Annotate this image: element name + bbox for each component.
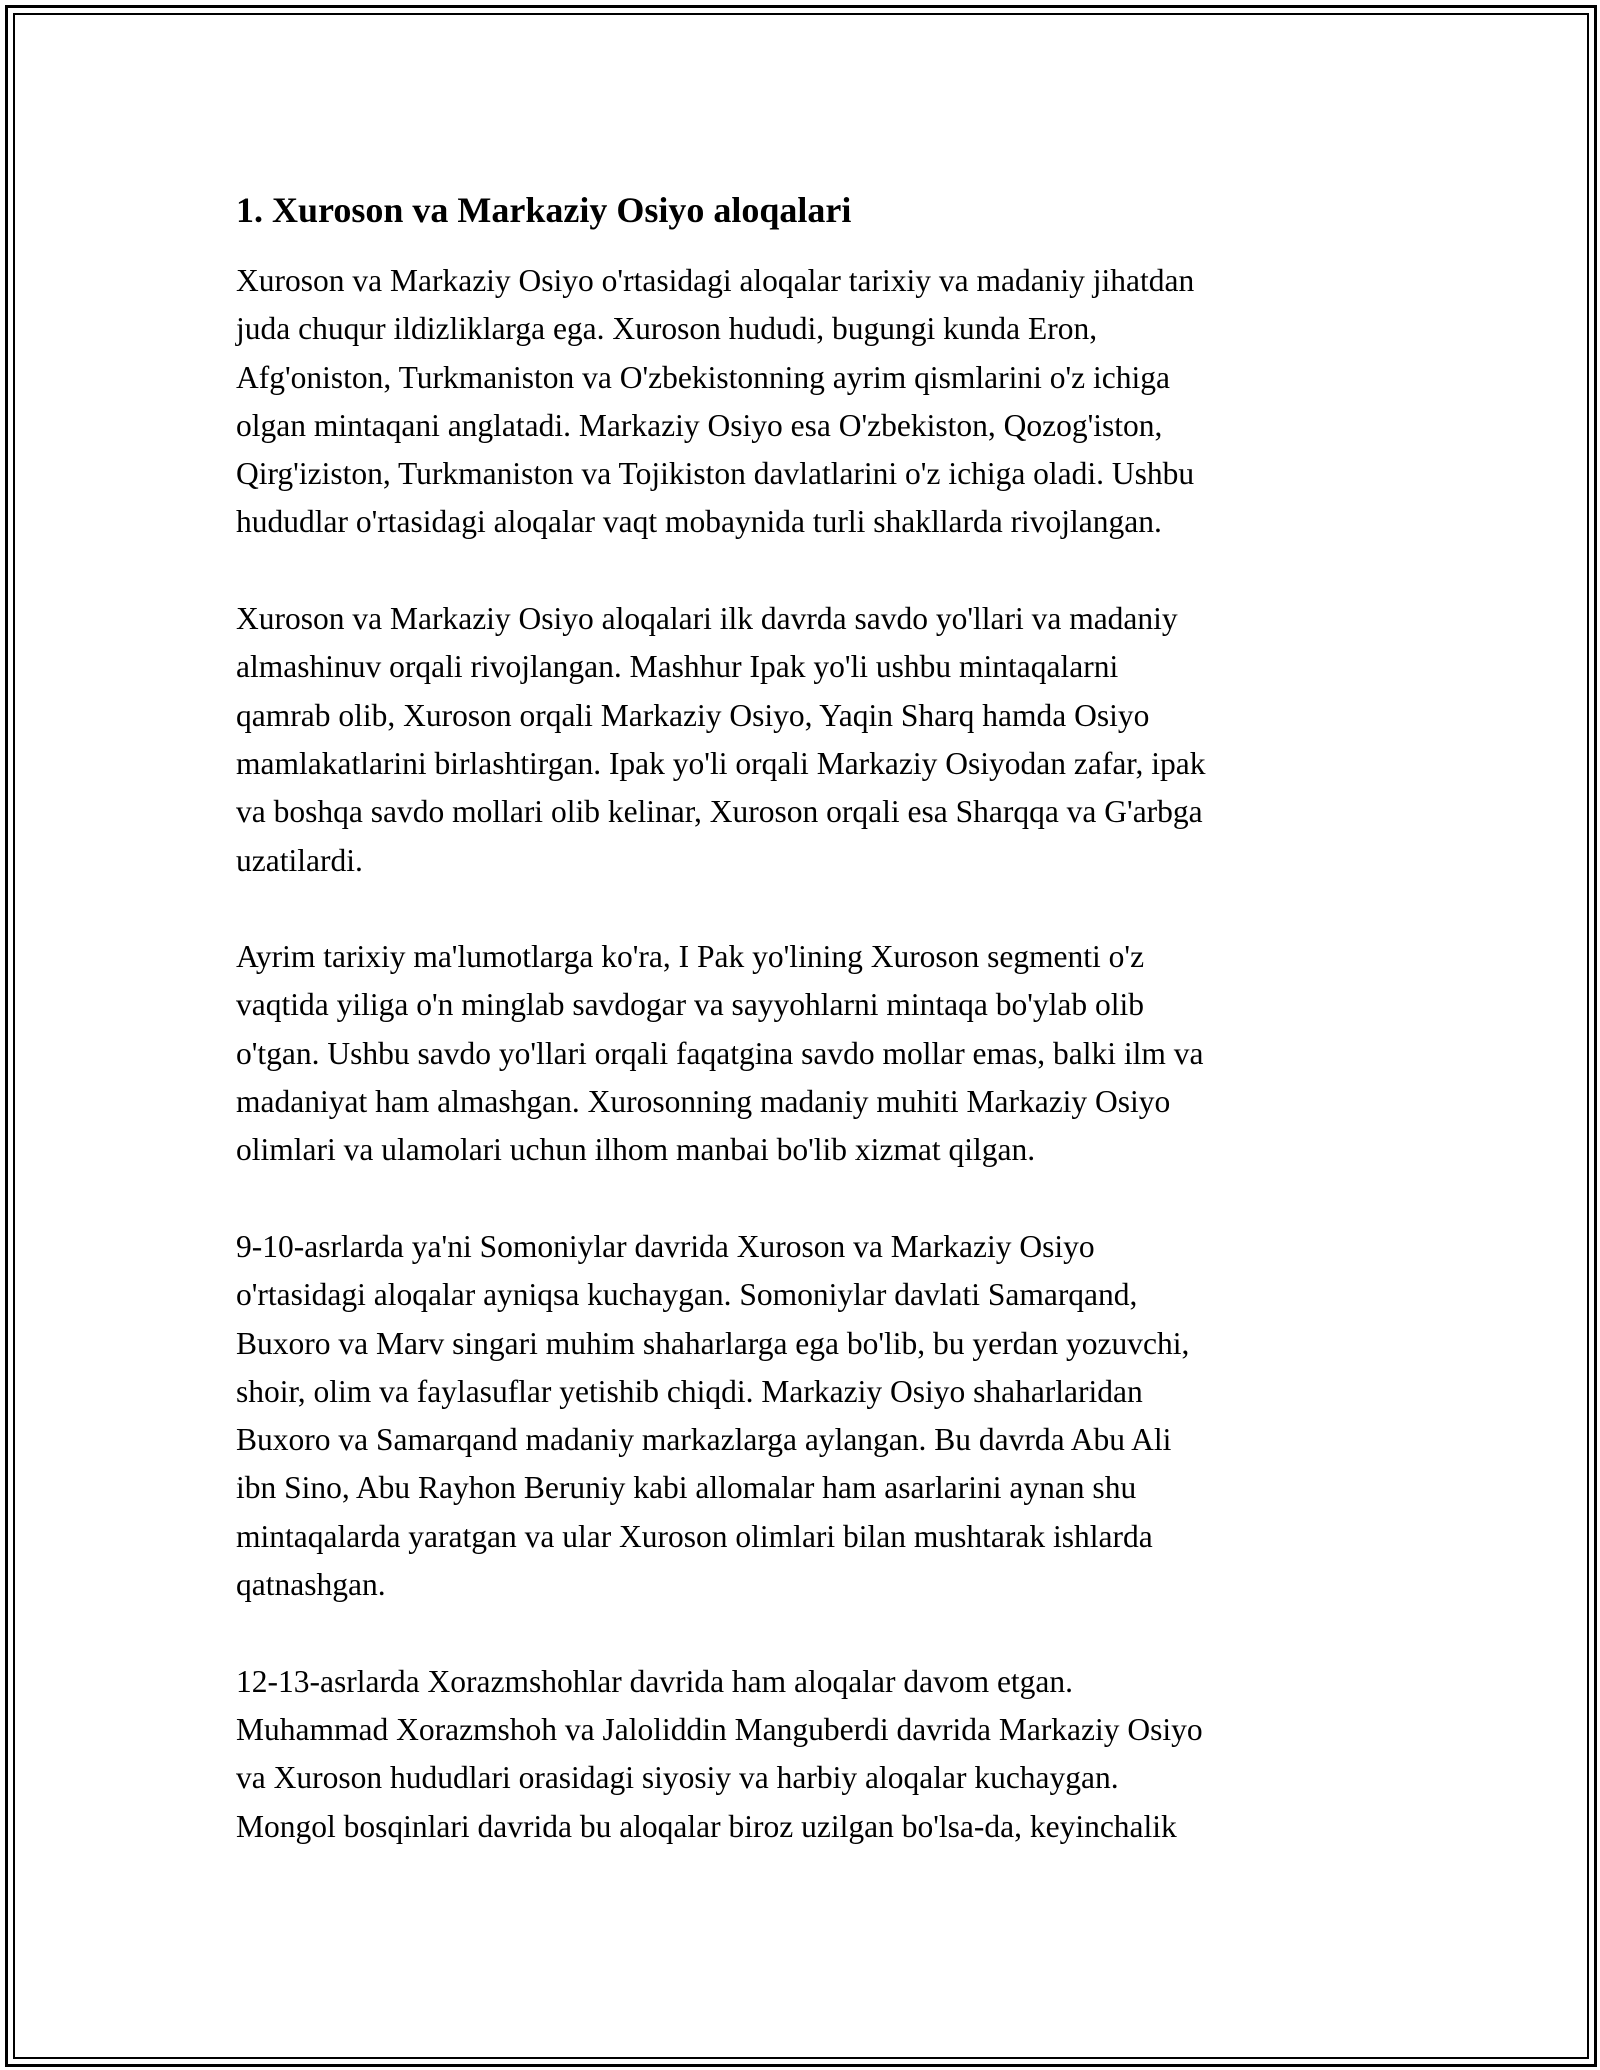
text-line: Afg'oniston, Turkmaniston va O'zbekistonning ayrim qismlarini o'z ichiga	[236, 359, 1170, 395]
text-line: vaqtida yiliga o'n minglab savdogar va sayyohlarni mintaqa bo'ylab olib	[236, 987, 1145, 1023]
paragraph-1	[236, 257, 1386, 547]
text-line: almashinuv orqali rivojlangan. Mashhur Ipak yo'li ushbu mintaqalarni	[236, 649, 1119, 685]
text-line: va boshqa savdo mollari olib kelinar, Xuroson orqali esa Sharqqa va G'arbga	[236, 794, 1203, 830]
text-line: olgan mintaqani anglatadi. Markaziy Osiyo esa O'zbekiston, Qozog'iston,	[236, 407, 1163, 443]
text-line: uzatilardi.	[236, 842, 363, 878]
text-line: shoir, olim va faylasuflar yetishib chiqdi. Markaziy Osiyo shaharlaridan	[236, 1373, 1143, 1409]
document-body	[236, 185, 1386, 1899]
paragraph-3	[236, 933, 1386, 1174]
text-line: Mongol bosqinlari davrida bu aloqalar biroz uzilgan bo'lsa-da, keyinchalik	[236, 1808, 1177, 1844]
text-line: Buxoro va Marv singari muhim shaharlarga ega bo'lib, bu yerdan yozuvchi,	[236, 1325, 1190, 1361]
text-line: hududlar o'rtasidagi aloqalar vaqt mobaynida turli shakllarda rivojlangan.	[236, 504, 1162, 540]
text-line: 9-10-asrlarda ya'ni Somoniylar davrida Xuroson va Markaziy Osiyo	[236, 1228, 1095, 1264]
text-line: mamlakatlarini birlashtirgan. Ipak yo'li orqali Markaziy Osiyodan zafar, ipak	[236, 745, 1206, 781]
text-line: 12-13-asrlarda Xorazmshohlar davrida ham aloqalar davom etgan.	[236, 1663, 1074, 1699]
text-line: qatnashgan.	[236, 1567, 386, 1603]
text-line: Muhammad Xorazmshoh va Jaloliddin Manguberdi davrida Markaziy Osiyo	[236, 1711, 1203, 1747]
text-line: qamrab olib, Xuroson orqali Markaziy Osiyo, Yaqin Sharq hamda Osiyo	[236, 697, 1150, 733]
text-line: madaniyat ham almashgan. Xurosonning madaniy muhiti Markaziy Osiyo	[236, 1084, 1171, 1120]
text-line: Qirg'iziston, Turkmaniston va Tojikiston davlatlarini o'z ichiga oladi. Ushbu	[236, 456, 1195, 492]
text-line: o'rtasidagi aloqalar ayniqsa kuchaygan. Somoniylar davlati Samarqand,	[236, 1277, 1138, 1313]
paragraph-4	[236, 1223, 1386, 1609]
text-line: juda chuqur ildizliklarga ega. Xuroson hududi, bugungi kunda Eron,	[236, 311, 1098, 347]
text-line: Xuroson va Markaziy Osiyo o'rtasidagi aloqalar tarixiy va madaniy jihatdan	[236, 263, 1195, 298]
text-line: olimlari va ulamolari uchun ilhom manbai bo'lib xizmat qilgan.	[236, 1132, 1036, 1168]
paragraph-2	[236, 595, 1386, 885]
section-title: 1. Xuroson va Markaziy Osiyo aloqalari	[236, 190, 852, 230]
text-line: mintaqalarda yaratgan va ular Xuroson olimlari bilan mushtarak ishlarda	[236, 1518, 1153, 1554]
text-line: Xuroson va Markaziy Osiyo aloqalari ilk davrda savdo yo'llari va madaniy	[236, 601, 1178, 637]
text-line: va Xuroson hududlari orasidagi siyosiy va harbiy aloqalar kuchaygan.	[236, 1760, 1119, 1796]
text-line: o'tgan. Ushbu savdo yo'llari orqali faqatgina savdo mollar emas, balki ilm va	[236, 1035, 1204, 1071]
text-line: Ayrim tarixiy ma'lumotlarga ko'ra, I Pak yo'lining Xuroson segmenti o'z	[236, 939, 1145, 975]
text-line: ibn Sino, Abu Rayhon Beruniy kabi allomalar ham asarlarini aynan shu	[236, 1470, 1137, 1506]
paragraph-5	[236, 1658, 1386, 1851]
text-line: Buxoro va Samarqand madaniy markazlarga aylangan. Bu davrda Abu Ali	[236, 1422, 1172, 1458]
